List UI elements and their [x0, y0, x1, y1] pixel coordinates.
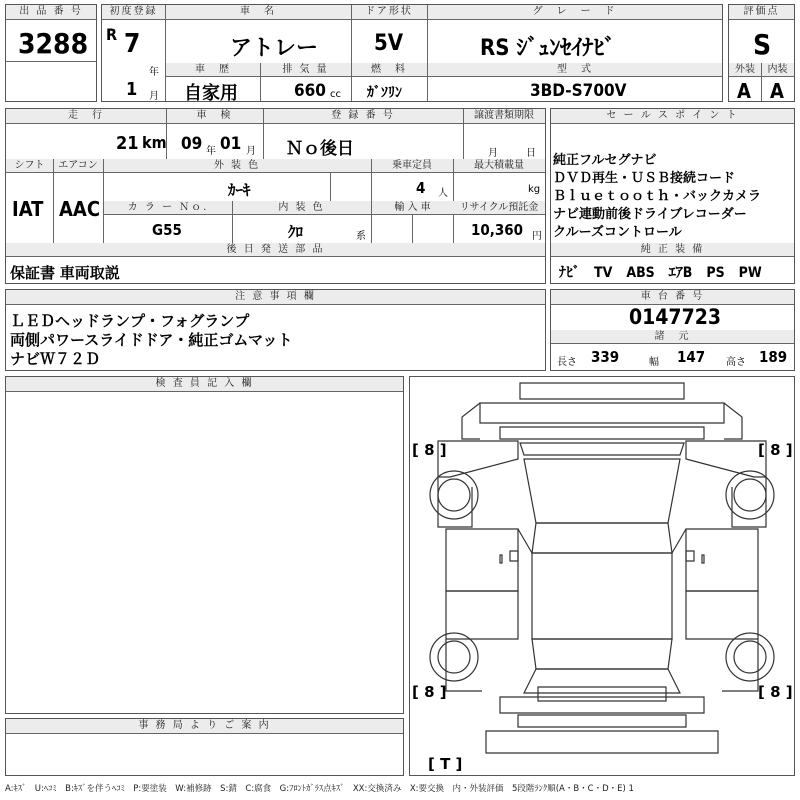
dimensions-label: 諸 元 — [551, 330, 794, 344]
office-box — [5, 718, 404, 776]
fuel: ｶﾞｿﾘﾝ — [367, 85, 402, 101]
car-name-label: 車 名 — [165, 5, 351, 20]
color: ｶｰｷ — [228, 181, 251, 199]
reg-number: Ｎｏ後日 — [286, 139, 354, 159]
sales-point-box — [550, 108, 795, 284]
sales-line-2: ＤＶＤ再生・ＵＳＢ接続コード — [553, 171, 736, 186]
notes-box — [5, 289, 546, 371]
displacement: 660 — [294, 81, 326, 101]
car-name: アトレー — [230, 36, 319, 61]
capacity-label: 乗車定員 — [371, 159, 453, 173]
notes-line-2: 両側パワースライドドア・純正ゴムマット — [10, 331, 293, 349]
office-label: 事 務 局 よ り ご 案 内 — [6, 719, 403, 734]
inspector-label: 検 査 員 記 入 欄 — [6, 377, 403, 392]
details-table — [5, 108, 546, 284]
chassis-label: 車 台 番 号 — [551, 290, 794, 305]
max-load-unit: kg — [528, 184, 541, 195]
reg-number-label: 登 録 番 号 — [263, 109, 463, 124]
diagram-front-left-tire: [ 8 ] — [412, 441, 447, 459]
grade: RS ｼﾞｭﾝｾｲﾅﾋﾞ — [480, 36, 616, 61]
car-diagram-box — [409, 376, 795, 776]
legend: A:ｷｽﾞ U:ﾍｺﾐ B:ｷｽﾞを伴うﾍｺﾐ P:要塗装 W:補修跡 S:錆 C:腐食 G:ﾌﾛﾝﾄｶﾞﾗｽ点ｷｽﾞ XX:交換済み X:要交換 内・外装評価 5段階ﾗﾝｸ順(A・B・C・D・E) 1 — [5, 784, 634, 794]
diagram-front-right-tire: [ 8 ] — [758, 441, 793, 459]
recycle-unit: 円 — [532, 231, 542, 242]
exterior-label: 外装 — [729, 63, 761, 77]
sales-line-1: 純正フルセグナビ — [553, 153, 657, 168]
diagram-spare-tire: [ T ] — [428, 755, 463, 773]
sales-line-4: ナビ連動前後ドライブレコーダー — [553, 207, 747, 222]
chassis-number: 0147723 — [629, 305, 722, 329]
later-parts-label: 後 日 発 送 部 品 — [6, 243, 545, 257]
color-no: G55 — [152, 221, 182, 239]
overall-score: S — [753, 28, 772, 61]
chassis-box — [550, 289, 795, 371]
diagram-rear-left-tire: [ 8 ] — [412, 683, 447, 701]
sales-line-3: Ｂｌｕｅｔｏｏｔｈ・バックカメラ — [553, 189, 762, 204]
history: 自家用 — [184, 83, 238, 104]
lot-number-label: 出 品 番 号 — [6, 5, 96, 20]
equipment: ﾅﾋﾞ TV ABS ｴｱB PS PW — [559, 265, 762, 281]
model-code: 3BD-S700V — [530, 81, 627, 101]
aircon: AAC — [59, 197, 101, 221]
grade-label: グ レ ー ド — [427, 5, 722, 20]
length-label: 長さ — [557, 357, 577, 368]
inspector-box — [5, 376, 404, 714]
score-label: 評価点 — [729, 5, 794, 20]
interior-color-label: 内 装 色 — [232, 201, 371, 215]
height: 189 — [759, 348, 788, 366]
mileage-label: 走 行 — [6, 109, 166, 124]
vehicle-info-table — [101, 4, 723, 102]
recycle-fee: 10,360 — [471, 221, 524, 239]
inspection-label: 車 検 — [166, 109, 263, 124]
inspection-year-unit: 年 — [206, 146, 216, 157]
shift: IAT — [12, 197, 44, 221]
fuel-label: 燃 料 — [351, 63, 427, 77]
aircon-label: エアコン — [53, 159, 103, 173]
interior-color-unit: 系 — [356, 231, 366, 242]
history-label: 車 歴 — [166, 63, 260, 77]
interior-label: 内装 — [761, 63, 794, 77]
capacity: 4 — [416, 179, 426, 197]
interior-color: ｸﾛ — [288, 223, 304, 241]
capacity-unit: 人 — [438, 188, 448, 199]
month-unit: 月 — [149, 91, 159, 102]
first-reg-year: 7 — [124, 29, 141, 59]
height-label: 高さ — [726, 357, 746, 368]
equipment-label: 純 正 装 備 — [551, 243, 794, 257]
transfer-day-unit: 日 — [526, 148, 536, 159]
door-label: ドア形状 — [351, 5, 427, 20]
shift-label: シフト — [6, 159, 53, 173]
inspection-year: 09 — [181, 134, 203, 154]
color-label: 外 装 色 — [103, 159, 371, 173]
import-label: 輸 入 車 — [372, 201, 453, 215]
door-type: 5V — [374, 31, 404, 56]
first-reg-label: 初度登録 — [102, 5, 165, 20]
displacement-label: 排 気 量 — [260, 63, 351, 77]
displacement-unit: cc — [330, 89, 341, 100]
model-label: 型 式 — [428, 63, 722, 77]
width-label: 幅 — [649, 357, 659, 368]
transfer-label: 譲渡書類期限 — [463, 109, 545, 124]
width: 147 — [677, 348, 706, 366]
sales-point-label: セ ー ル ス ポ イ ン ト — [551, 109, 794, 124]
mileage-unit: km — [142, 133, 167, 152]
score-box — [728, 4, 795, 102]
inspection-month: 01 — [220, 134, 242, 154]
notes-line-3: ナビＷ７２Ｄ — [10, 350, 101, 368]
first-reg-month: 1 — [126, 79, 138, 100]
later-parts: 保証書 車両取説 — [10, 264, 120, 282]
notes-line-1: ＬＥＤヘッドランプ・フォグランプ — [10, 312, 250, 330]
car-diagram — [410, 377, 794, 775]
color-no-label: カ ラ ー Ｎｏ. — [104, 201, 232, 215]
sales-line-5: クルーズコントロール — [553, 225, 682, 240]
interior-score: A — [770, 79, 784, 103]
recycle-label: リサイクル預託金 — [453, 201, 545, 215]
diagram-rear-right-tire: [ 8 ] — [758, 683, 793, 701]
notes-label: 注 意 事 項 欄 — [6, 290, 545, 305]
exterior-score: A — [737, 79, 751, 103]
max-load-label: 最大積載量 — [453, 159, 545, 173]
inspection-month-unit: 月 — [246, 146, 256, 157]
era: R — [106, 25, 118, 44]
lot-number: 3288 — [18, 27, 89, 60]
mileage: 21 — [116, 133, 139, 154]
year-unit: 年 — [149, 67, 159, 78]
length: 339 — [591, 348, 620, 366]
lot-number-box — [5, 4, 97, 102]
transfer-month-unit: 月 — [488, 148, 498, 159]
